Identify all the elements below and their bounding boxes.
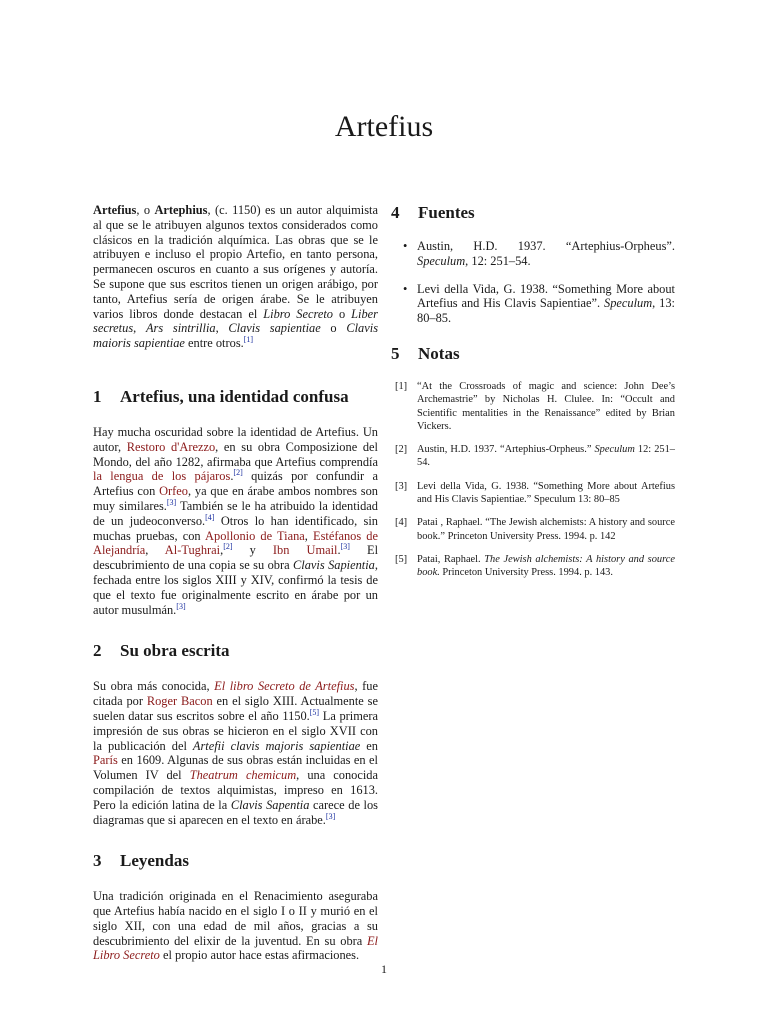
italic-text: Speculum <box>594 444 635 456</box>
bullet-icon: • <box>403 239 408 253</box>
text-run: , 12: 251–54. <box>465 253 531 268</box>
fuentes-list <box>391 239 675 326</box>
section-number: 1 <box>93 386 102 406</box>
section-title: Artefius, una identidad confusa <box>120 386 349 406</box>
section-title: Leyendas <box>120 851 189 871</box>
text-run: Una tradición originada en el Renacimiento aseguraba que Artefius había nacido en el siglo I o II y murió en el siglo XII, con una edad de mil años, gracias a su descubrimiento del elixir de la juventud. En su obra <box>93 889 378 948</box>
text-run: en el siglo XIII. Actualmente se suelen datar sus escritos sobre el año 1150. <box>93 694 378 723</box>
citation-link[interactable]: [2] <box>233 468 243 478</box>
citation-ref <box>341 542 350 551</box>
section-number: 5 <box>391 343 400 363</box>
italic-text: Clavis sapientiae <box>228 321 321 336</box>
text-run: o <box>320 321 347 336</box>
section-title: Su obra escrita <box>120 641 230 661</box>
fuente-item <box>391 282 675 326</box>
citation-ref <box>167 498 176 507</box>
text-run: , (c. 1150) es un autor alquimista al que se le atribuyen algunos textos considerados como clásicos en la tradición alquímica. Las obras que se le atribuyen e incluso el propio Artefio, en tanto persona, permanecen oscuros en cuanto a sus orígenes y autoría. Se supone que sus escritos tienen un origen arábigo, por tanto, Artefius sería de origen árabe. Se le atribuyen varios libros donde destacan el <box>93 203 378 321</box>
text-run: , o <box>136 203 155 217</box>
wiki-link[interactable]: Orfeo <box>159 484 188 499</box>
nota-item <box>391 516 675 543</box>
text-run: en <box>360 738 378 753</box>
nota-marker: [4] <box>395 517 408 529</box>
wiki-link[interactable]: Estéfanos de Alejandría <box>93 528 378 558</box>
text-run: , 13: 80–85. <box>417 296 675 326</box>
section-body <box>93 425 378 617</box>
wiki-link[interactable]: El Libro Secreto <box>93 933 378 963</box>
text-run: La primera impresión de sus obras se hicieron en el siglo XVII con la publicación del <box>93 708 378 753</box>
page-title: Artefius <box>334 110 434 143</box>
text-run: , <box>145 543 165 558</box>
text-run: , en su obra Composizione del Mondo, del año 1282, afirmaba que Artefius comprendía <box>93 439 378 469</box>
section-notas <box>391 344 675 580</box>
italic-text: Clavis Sapentia <box>230 797 310 812</box>
nota-item <box>391 553 675 580</box>
citation-ref <box>233 468 242 477</box>
text-run: , <box>304 528 313 543</box>
text-run: Su obra más conocida, <box>93 679 215 694</box>
citation-link[interactable]: [4] <box>205 512 215 522</box>
wiki-link[interactable]: El libro Secreto de Artefius <box>214 679 355 694</box>
text-run: . <box>230 469 234 484</box>
fuente-item <box>391 239 675 269</box>
section-body <box>93 889 378 963</box>
text-run: , fue citada por <box>93 679 378 709</box>
citation-ref <box>223 542 232 551</box>
citation-ref <box>310 708 319 717</box>
citation-ref <box>326 812 335 821</box>
notas-list <box>391 380 675 580</box>
bold-text: Artephius <box>154 203 208 217</box>
italic-text: Artefii clavis majoris sapientiae <box>192 738 361 753</box>
italic-text: The Jewish alchemists: A history and source book. <box>417 553 675 579</box>
text-run: entre otros. <box>184 336 244 351</box>
text-run: en 1609. Algunas de sus obras están incluidas en el Volumen IV del <box>93 753 378 783</box>
nota-item <box>391 443 675 470</box>
citation-link[interactable]: [5] <box>309 707 320 717</box>
section-2 <box>93 641 378 827</box>
text-run: Austin, H.D. 1937. “Artephius-Orpheus.” <box>417 444 595 456</box>
section-number: 2 <box>93 641 102 661</box>
section-title: Fuentes <box>418 203 475 222</box>
text-run: , <box>215 321 229 336</box>
section-3 <box>93 851 378 963</box>
text-run: carece de los diagramas que si aparecen en el texto en árabe. <box>93 797 378 827</box>
text-run: Levi della Vida, G. 1938. “Something More about Artefius and His Clavis Sapientiae”. <box>417 281 675 311</box>
text-run: y <box>232 543 273 558</box>
wiki-link[interactable]: Apollonio de Tiana <box>205 528 305 543</box>
nota-marker: [5] <box>395 553 408 565</box>
italic-text: Liber secretus <box>93 306 378 336</box>
text-run: Patai, Raphael. <box>417 553 485 565</box>
section-number: 3 <box>93 851 102 871</box>
wiki-link[interactable]: Roger Bacon <box>146 694 213 709</box>
wiki-link[interactable]: la lengua de los pájaros <box>93 469 231 484</box>
citation-link[interactable]: [2] <box>223 542 233 552</box>
text-run: , <box>133 321 146 336</box>
text-run: Austin, H.D. 1937. “Artephius-Orpheus”. <box>417 239 675 253</box>
wiki-link[interactable]: Ibn Umail <box>272 543 338 558</box>
text-run: , <box>220 543 224 558</box>
text-run: . <box>337 543 341 558</box>
text-run: También se le ha atribuido la identidad de un judeoconverso. <box>93 498 378 528</box>
italic-text: Ars sintrillia <box>145 321 216 336</box>
text-run: o <box>333 306 352 321</box>
nota-item <box>391 480 675 507</box>
intro-paragraph <box>93 203 378 351</box>
text-run: Princeton University Press. 1994. p. 143. <box>439 567 613 579</box>
italic-text: Speculum <box>604 296 653 311</box>
section-heading <box>93 387 378 407</box>
section-body <box>93 679 378 827</box>
nota-item <box>391 380 675 433</box>
citation-link[interactable]: [3] <box>176 601 186 611</box>
wiki-link[interactable]: París <box>93 753 118 768</box>
text-run: Levi della Vida, G. 1938. “Something More about Artefius and His Clavis Sapientiae.” Speculum 13: 80–85 <box>417 480 675 506</box>
nota-marker: [2] <box>395 444 408 456</box>
citation-link[interactable]: [3] <box>166 497 177 507</box>
section-number: 4 <box>391 203 400 222</box>
text-run: el propio autor hace estas afirmaciones. <box>159 948 360 963</box>
italic-text: Clavis maioris sapientiae <box>93 321 379 351</box>
citation-link[interactable]: [3] <box>325 811 336 821</box>
section-title: Notas <box>418 343 460 363</box>
text-run: quizás por confundir a Artefius con <box>93 469 378 499</box>
bullet-icon: • <box>403 281 408 296</box>
text-run: Patai , Raphael. “The Jewish alchemists: A history and source book.” Princeton University Press. 1994. p. 142 <box>417 517 675 542</box>
wiki-link[interactable]: Al-Tughrai <box>164 543 221 558</box>
section-heading <box>391 203 675 223</box>
section-heading <box>93 641 378 661</box>
citation-link[interactable]: [3] <box>340 542 350 552</box>
text-run: El descubrimiento de una copia se su obra <box>93 543 379 573</box>
right-column <box>391 203 675 590</box>
section-1 <box>93 387 378 617</box>
wiki-link[interactable]: Restoro d'Arezzo <box>126 439 216 454</box>
text-run: Hay mucha oscuridad sobre la identidad de Artefius. Un autor, <box>93 424 378 454</box>
nota-marker: [3] <box>395 480 408 492</box>
page-number: 1 <box>381 962 387 976</box>
text-run: , ya que en árabe ambos nombres son muy similares. <box>93 484 378 513</box>
text-run: 12: 251–54. <box>417 444 675 469</box>
section-heading <box>391 344 675 364</box>
citation-ref <box>244 335 253 344</box>
citation-link[interactable]: [1] <box>243 335 254 345</box>
text-run: , una conocida compilación de textos alquimistas, impreso en 1613. Pero la edición latina de la <box>93 768 379 812</box>
section-heading <box>93 851 378 871</box>
italic-text: Clavis Sapientia <box>293 558 375 573</box>
nota-marker: [1] <box>395 380 408 392</box>
section-fuentes <box>391 203 675 326</box>
wiki-link[interactable]: Theatrum chemicum <box>189 768 297 783</box>
left-column <box>93 203 378 963</box>
italic-text: Speculum <box>417 253 466 268</box>
citation-ref <box>176 602 185 611</box>
text-run: “At the Crossroads of magic and science: John Dee’s Archemastrie” by Nicholas H. Clulee. In: “Occult and Scientific mentalities in the Renaissance” edited by Brian Vickers. <box>417 380 675 432</box>
italic-text: Libro Secreto <box>263 306 333 321</box>
text-run: Otros lo han identificado, sin muchas pruebas, con <box>93 513 378 543</box>
text-run: , fechada entre los siglos XIII y XIV, confirmó la tesis de que el texto fue originalmente escrito en árabe por un autor musulmán. <box>93 558 378 617</box>
bold-text: Artefius <box>93 203 137 217</box>
